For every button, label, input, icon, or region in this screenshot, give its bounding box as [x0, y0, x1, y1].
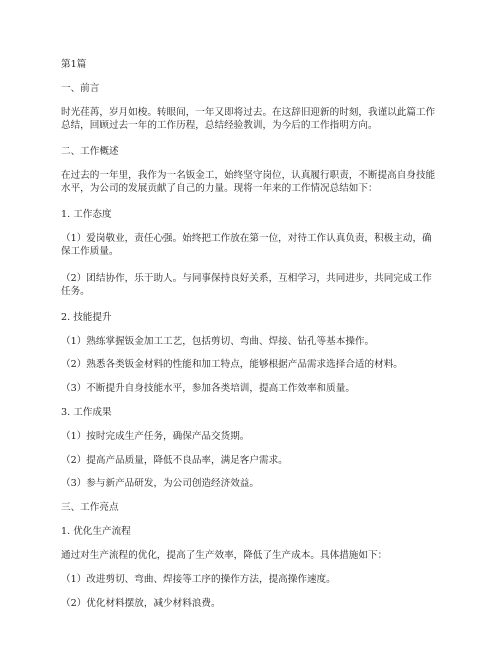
section-title-highlights: 三、工作亮点: [61, 502, 119, 513]
subsection-title-results: 3. 工作成果: [61, 407, 112, 418]
section-title-preface: 一、前言: [61, 83, 100, 94]
paragraph-overview: 在过去的一年里，我作为一名钣金工，始终坚守岗位，认真履行职责，不断提高自身技能水平，为公司的发展贡献了自己的力量。现将一年来的工作情况总结如下：: [61, 170, 436, 194]
list-item: （2）团结协作，乐于助人。与同事保持良好关系，互相学习，共同进步，共同完成工作任务。: [61, 273, 432, 297]
section-title-overview: 二、工作概述: [61, 146, 119, 157]
list-item: （2）熟悉各类钣金材料的性能和加工特点，能够根据产品需求选择合适的材料。: [61, 359, 403, 370]
subsection-title-skills: 2. 技能提升: [61, 312, 112, 323]
list-item: （2）优化材料摆放，减少材料浪费。: [61, 598, 221, 609]
list-item: （1）熟练掌握钣金加工工艺，包括剪切、弯曲、焊接、钻孔等基本操作。: [61, 336, 375, 347]
list-item: （3）参与新产品研发，为公司创造经济效益。: [61, 478, 259, 489]
list-item: （1）按时完成生产任务，确保产品交货期。: [61, 431, 250, 442]
list-item: （1）爱岗敬业，责任心强。始终把工作放在第一位，对待工作认真负责，积极主动，确保工作质量。: [61, 233, 432, 257]
paragraph-optimize: 通过对生产流程的优化，提高了生产效率，降低了生产成本。具体措施如下：: [61, 550, 388, 561]
list-item: （2）提高产品质量，降低不良品率，满足客户需求。: [61, 455, 288, 466]
paragraph-preface: 时光荏苒，岁月如梭。转眼间，一年又即将过去。在这辞旧迎新的时刻，我谨以此篇工作总结，回顾过去一年的工作历程，总结经验教训，为今后的工作指明方向。: [61, 107, 436, 131]
part-title: 第1篇: [61, 59, 87, 70]
subsection-title-optimize: 1. 优化生产流程: [61, 526, 131, 537]
list-item: （1）改进剪切、弯曲、焊接等工序的操作方法，提高操作速度。: [61, 574, 336, 585]
list-item: （3）不断提升自身技能水平，参加各类培训，提高工作效率和质量。: [61, 383, 355, 394]
subsection-title-attitude: 1. 工作态度: [61, 209, 112, 220]
